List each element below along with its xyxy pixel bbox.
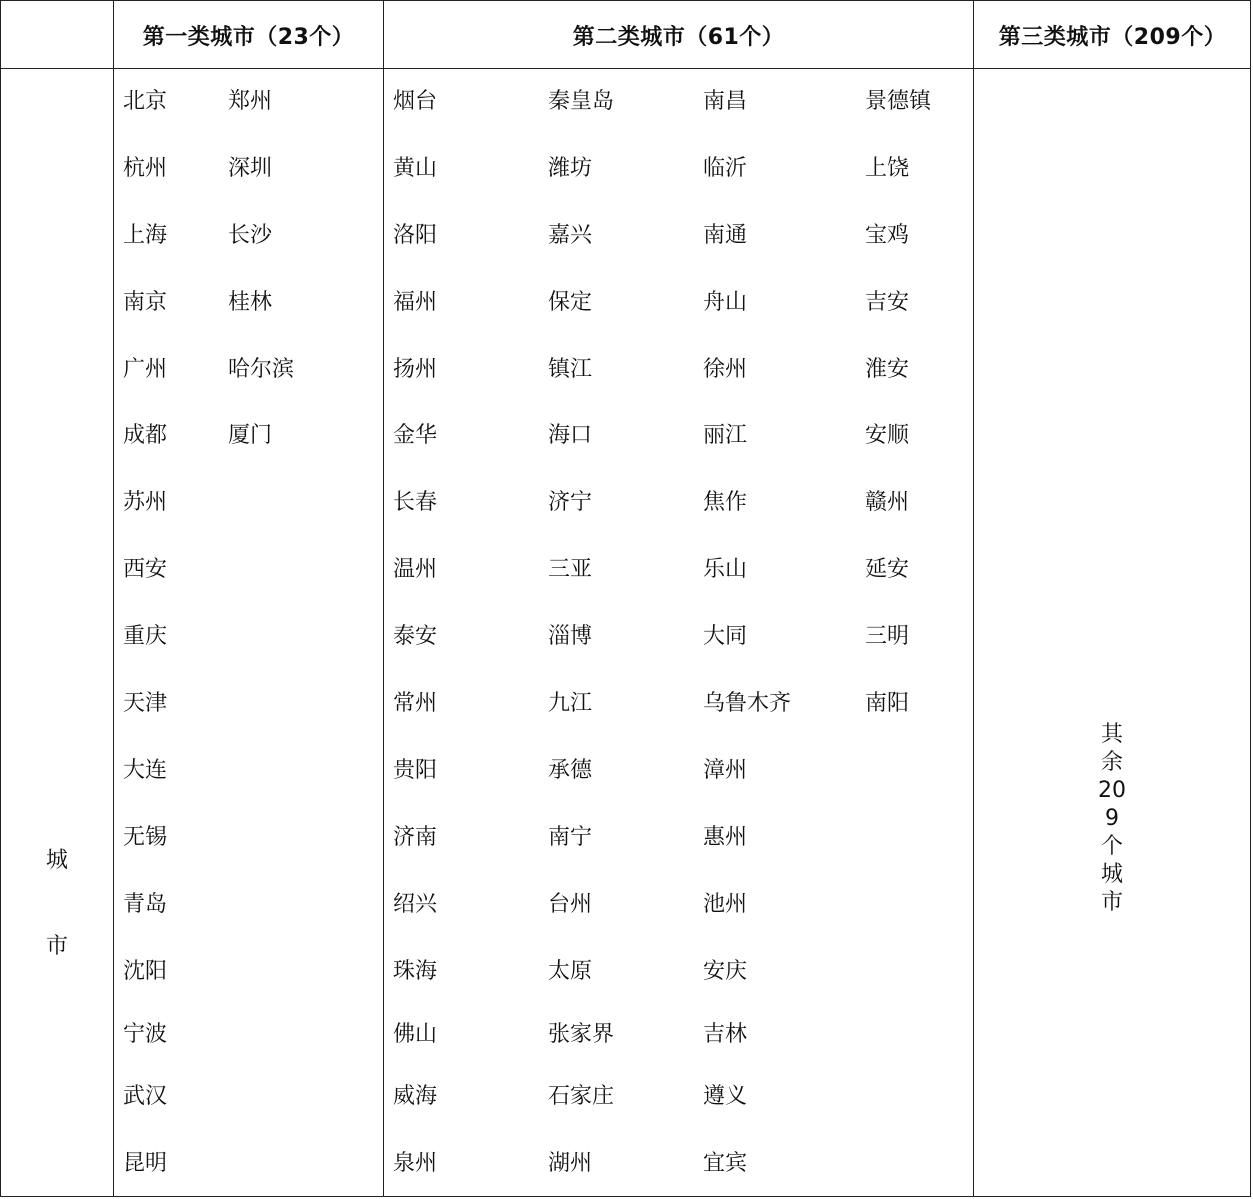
tier2-city: 秦皇岛	[548, 89, 615, 114]
tier1-city: 厦门	[228, 423, 273, 448]
row-label: 城市	[45, 848, 68, 959]
tier2-city: 吉林	[703, 1022, 748, 1047]
tier2-city: 嘉兴	[548, 223, 593, 248]
tier2-city: 台州	[548, 892, 593, 917]
tier2-city: 绍兴	[393, 892, 438, 917]
tier2-city: 扬州	[393, 357, 438, 382]
tier2-city: 焦作	[703, 490, 748, 515]
tier2-city: 潍坊	[548, 156, 593, 181]
tier2-city: 济南	[393, 825, 438, 850]
tier1-city: 哈尔滨	[228, 357, 295, 382]
tier2-city: 常州	[393, 691, 438, 716]
tier2-city: 三明	[865, 624, 910, 649]
tier2-city: 张家界	[548, 1022, 615, 1047]
header-tier2: 第二类城市（61个）	[572, 24, 785, 50]
tier2-city: 漳州	[703, 758, 748, 783]
tier2-city: 淄博	[548, 624, 593, 649]
tier1-city: 杭州	[123, 156, 168, 181]
tier1-city: 西安	[123, 557, 168, 582]
tier1-city: 武汉	[123, 1084, 168, 1109]
tier1-city: 无锡	[123, 825, 168, 850]
tier2-city: 三亚	[548, 557, 593, 582]
tier2-city: 泰安	[393, 624, 438, 649]
header-tier3: 第三类城市（209个）	[998, 24, 1227, 50]
tier1-city: 南京	[123, 290, 168, 315]
tier2-city: 景德镇	[865, 89, 932, 114]
tier2-city: 泉州	[393, 1151, 438, 1176]
tier1-city: 深圳	[228, 156, 273, 181]
tier2-city: 徐州	[703, 357, 748, 382]
column-divider	[973, 1, 974, 1196]
tier2-city: 乌鲁木齐	[703, 691, 792, 716]
tier2-city: 长春	[393, 490, 438, 515]
tier1-city: 重庆	[123, 624, 168, 649]
tier2-city: 福州	[393, 290, 438, 315]
tier2-city: 安顺	[865, 423, 910, 448]
tier1-city: 天津	[123, 691, 168, 716]
column-divider	[113, 1, 114, 1196]
tier2-city: 舟山	[703, 290, 748, 315]
tier2-city: 温州	[393, 557, 438, 582]
tier1-city: 大连	[123, 758, 168, 783]
tier1-city: 长沙	[228, 223, 273, 248]
tier1-city: 昆明	[123, 1151, 168, 1176]
tier2-city: 安庆	[703, 959, 748, 984]
tier2-city: 海口	[548, 423, 593, 448]
tier1-city: 北京	[123, 89, 168, 114]
tier1-city: 青岛	[123, 892, 168, 917]
tier2-city: 九江	[548, 691, 593, 716]
tier2-city: 承德	[548, 758, 593, 783]
tier2-city: 淮安	[865, 357, 910, 382]
tier2-city: 金华	[393, 423, 438, 448]
tier1-city: 郑州	[228, 89, 273, 114]
tier2-city: 池州	[703, 892, 748, 917]
tier2-city: 遵义	[703, 1084, 748, 1109]
tier2-city: 南宁	[548, 825, 593, 850]
tier2-city: 临沂	[703, 156, 748, 181]
tier1-city: 苏州	[123, 490, 168, 515]
tier1-city: 成都	[123, 423, 168, 448]
tier2-city: 丽江	[703, 423, 748, 448]
tier2-city: 南昌	[703, 89, 748, 114]
tier2-city: 保定	[548, 290, 593, 315]
tier2-city: 威海	[393, 1084, 438, 1109]
tier1-city: 上海	[123, 223, 168, 248]
tier2-city: 吉安	[865, 290, 910, 315]
tier1-city: 桂林	[228, 290, 273, 315]
tier2-city: 济宁	[548, 490, 593, 515]
header-tier1: 第一类城市（23个）	[142, 24, 355, 50]
tier1-city: 宁波	[123, 1022, 168, 1047]
tier1-city: 广州	[123, 357, 168, 382]
tier2-city: 南通	[703, 223, 748, 248]
tier2-city: 大同	[703, 624, 748, 649]
tier2-city: 上饶	[865, 156, 910, 181]
tier2-city: 惠州	[703, 825, 748, 850]
tier2-city: 赣州	[865, 490, 910, 515]
tier2-city: 洛阳	[393, 223, 438, 248]
column-divider	[383, 1, 384, 1196]
tier2-city: 珠海	[393, 959, 438, 984]
tier2-city: 湖州	[548, 1151, 593, 1176]
tier1-city: 沈阳	[123, 959, 168, 984]
tier2-city: 贵阳	[393, 758, 438, 783]
tier2-city: 宜宾	[703, 1151, 748, 1176]
tier2-city: 太原	[548, 959, 593, 984]
tier2-city: 宝鸡	[865, 223, 910, 248]
tier2-city: 烟台	[393, 89, 438, 114]
tier2-city: 乐山	[703, 557, 748, 582]
tier2-city: 延安	[865, 557, 910, 582]
tier2-city: 黄山	[393, 156, 438, 181]
tier2-city: 镇江	[548, 357, 593, 382]
tier2-city: 石家庄	[548, 1084, 615, 1109]
tier3-description: 其余209个城市	[1098, 722, 1126, 915]
tier2-city: 南阳	[865, 691, 910, 716]
tier2-city: 佛山	[393, 1022, 438, 1047]
